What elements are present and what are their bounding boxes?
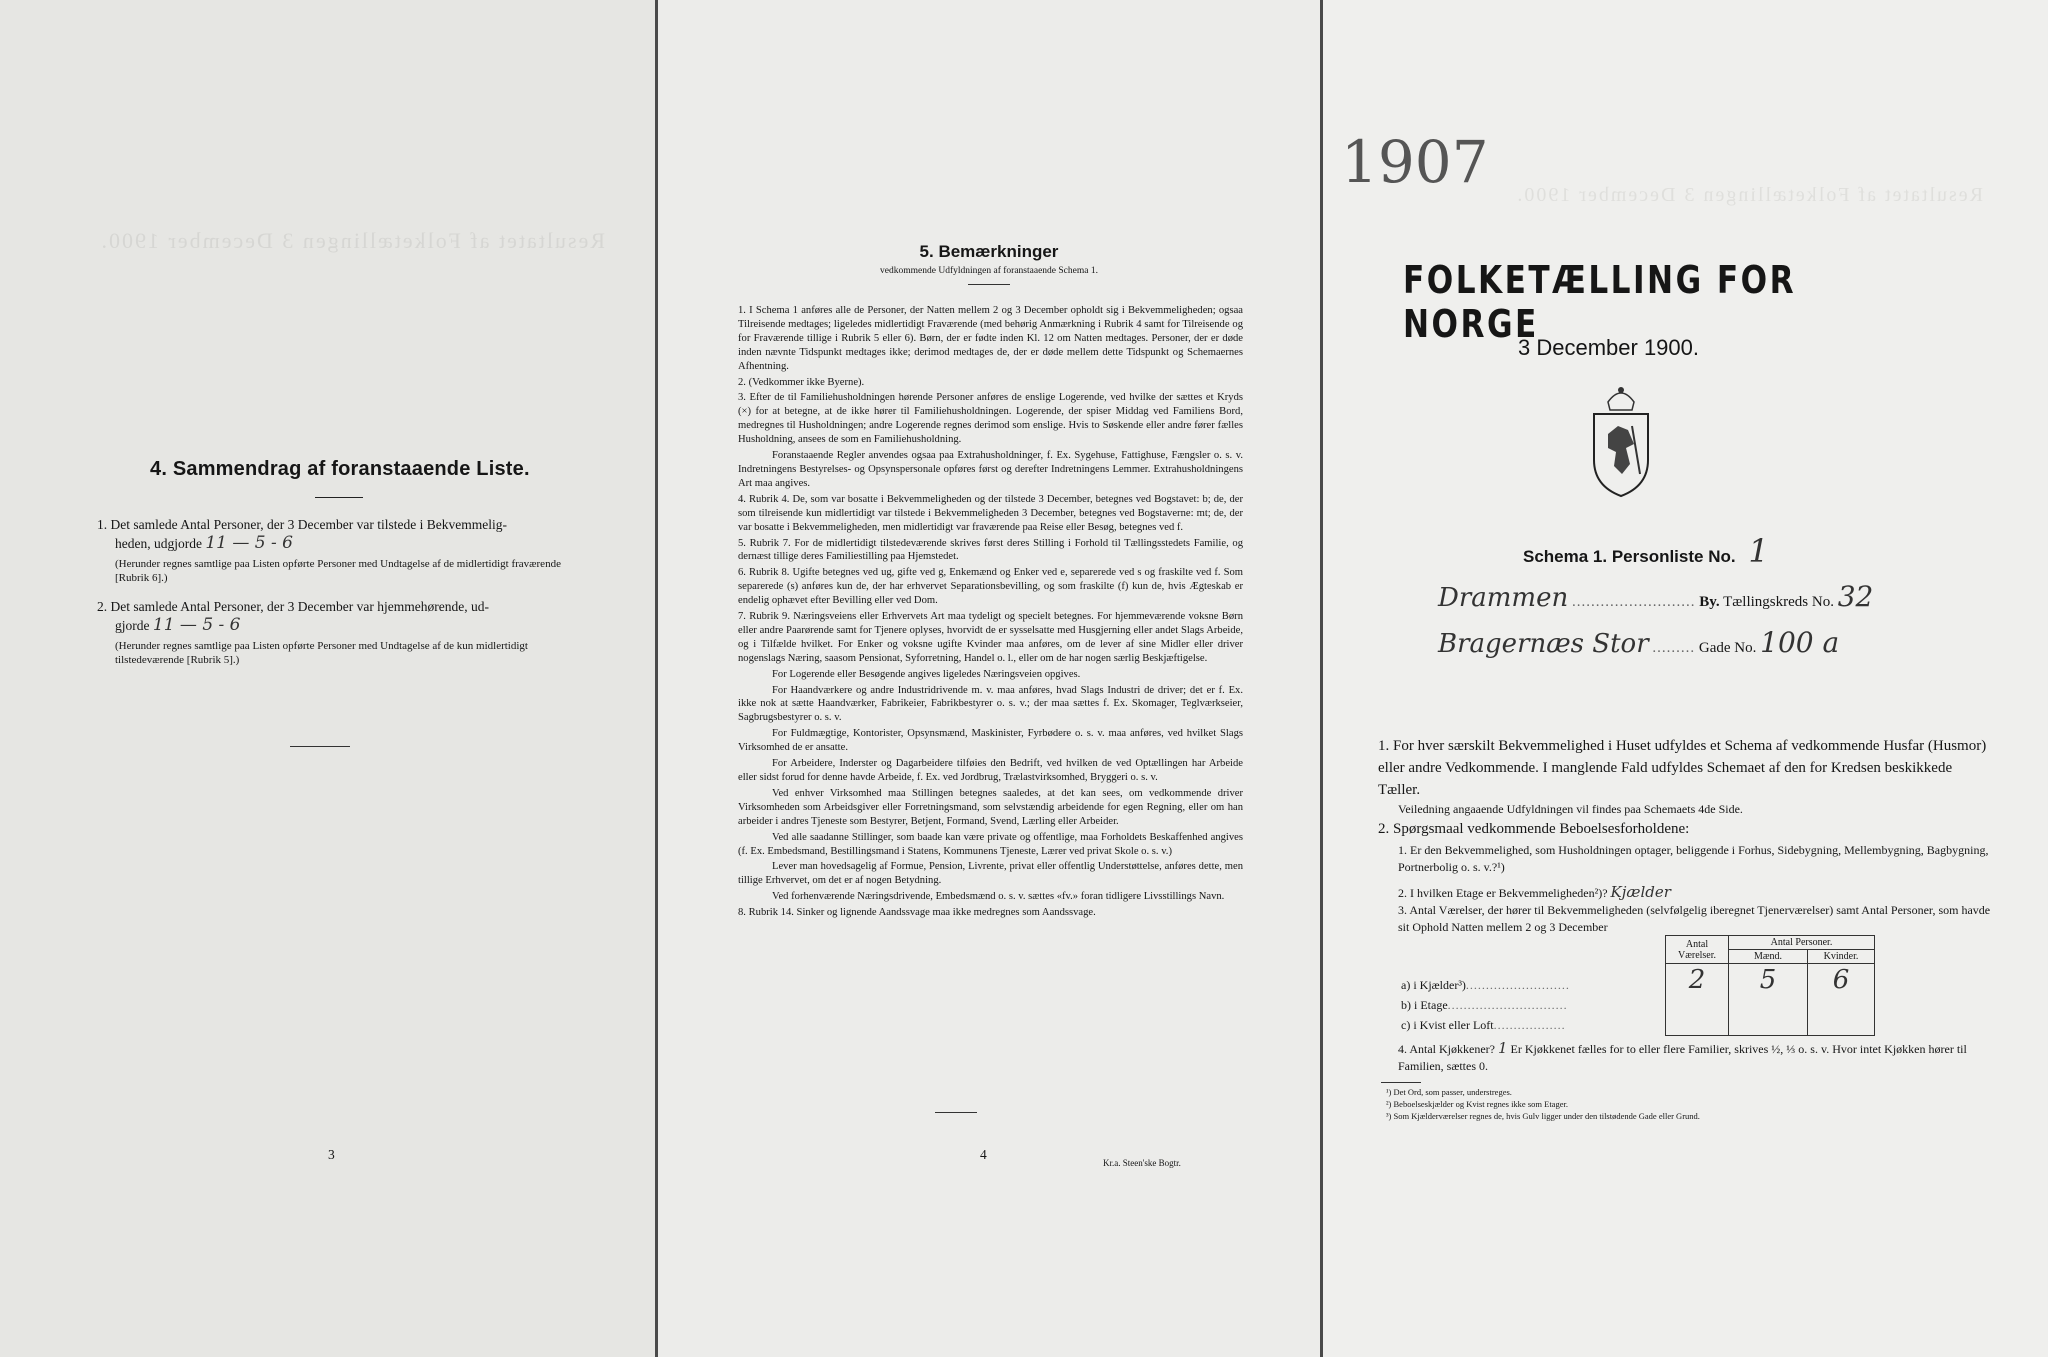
gade-label: Gade No. bbox=[1698, 640, 1757, 656]
row-label-etage: b) i Etage bbox=[1401, 998, 1448, 1012]
city-line: Drammen .......................... By. Tællingskreds No. 32 bbox=[1438, 580, 1874, 613]
col-kvinder: Kvinder. bbox=[1808, 950, 1875, 964]
col-maend: Mænd. bbox=[1729, 950, 1808, 964]
question-1-text: 1. For hver særskilt Bekvemmelighed i Huset udfyldes et Schema af vedkommende Husfar (Husmor) eller andre Vedkommende. I manglende Fald udfyldes Schemaet af den for Kredsen beskikkede Tæller. bbox=[1378, 738, 1987, 798]
col-group-personer: Antal Personer. bbox=[1729, 936, 1875, 950]
cell-kvinder: 6 bbox=[1808, 964, 1875, 1036]
page-number-3: 3 bbox=[328, 1147, 335, 1162]
remark-1: 1. I Schema 1 anføres alle de Personer, der Natten mellem 2 og 3 December opholdt sig i Bekvemmeligheden; ogsaa Tilreisende medtages; ligeledes midlertidigt Fraværende (med behørig Anmærkning i Rubrik 4 samt for Tilreisende og for Fraværende tillige i Rubrik 5 eller 6). Børn, der er fødte inden Kl. 12 om Natten medtages. Personer, der er døde inden nævnte Tidspunkt medtages ikke; derimod medtages de, der er døde mellem dette Tidspunkt og Schemaernes Afhentning. bbox=[738, 305, 1243, 372]
schema-number: 1 bbox=[1748, 532, 1769, 570]
remarks-list bbox=[738, 304, 1243, 922]
question-2-1: 1. Er den Bekvemmelighed, som Husholdningen optager, beliggende i Forhus, Sidebygning, Mellembygning, Bagbygning, Portnerbolig o. s. v.?¹) bbox=[1398, 843, 1989, 874]
item1-value: 11 — 5 - 6 bbox=[205, 533, 293, 553]
remark-2: 2. (Vedkommer ikke Byerne). bbox=[738, 376, 865, 388]
street-handwritten: Bragernæs Stor bbox=[1438, 629, 1649, 659]
row-label-kjaelder: a) i Kjælder³) bbox=[1401, 978, 1466, 992]
item2-value: 11 — 5 - 6 bbox=[152, 615, 241, 635]
district-label: Tællingskreds No. bbox=[1723, 594, 1834, 610]
remark-8: 8. Rubrik 14. Sinker og lignende Aandssvage maa ikke medregnes som Aandssvage. bbox=[738, 907, 1096, 919]
footnotes bbox=[1386, 1086, 1700, 1122]
question-2-4-label: 4. Antal Kjøkkener? bbox=[1398, 1042, 1495, 1056]
page-number-4: 4 bbox=[980, 1147, 987, 1162]
summary-item-2 bbox=[97, 597, 597, 667]
item1-line-b: heden, udgjorde bbox=[115, 536, 202, 551]
remark-7-stillinger: Ved alle saadanne Stillinger, som baade kan være private og offentlige, maa Forholdets Beskaffenhed angives (f. Ex. Embedsmand, Bestillingsmand i Statens, Kommunens Tjeneste, Lærer ved privat Skole o. s. v.) bbox=[738, 831, 1243, 857]
remarks-subtitle: vedkommende Udfyldningen af foranstaaende Schema 1. bbox=[880, 266, 1098, 276]
remark-7-fuldmaegtige: For Fuldmægtige, Kontorister, Opsynsmænd, Maskinister, Fyrbødere o. s. v. maa anføres, ved hvilket Slags Virksomhed de er ansatte. bbox=[738, 728, 1243, 754]
title-rule bbox=[315, 497, 363, 498]
remark-7-forhenvaerende: Ved forhenværende Næringsdrivende, Embedsmænd o. s. v. sættes «fv.» foran tidligere Livsstillings Navn. bbox=[772, 891, 1225, 903]
gade-number: 100 a bbox=[1760, 626, 1840, 659]
schema-label: Schema 1. Personliste No. bbox=[1523, 547, 1736, 566]
census-title: FOLKETÆLLING FOR NORGE bbox=[1403, 258, 1797, 346]
bleed-through-header-right: Resultatet af Folketællingen 3 December 1900. bbox=[1515, 184, 1983, 206]
item2-line-b: gjorde bbox=[115, 618, 150, 633]
remarks-title: 5. Bemærkninger bbox=[919, 242, 1059, 261]
question-2-items bbox=[1398, 842, 1998, 936]
summary-title: 4. Sammendrag af foranstaaende Liste. bbox=[150, 458, 530, 480]
question-1-note: Veiledning angaaende Udfyldningen vil findes paa Schemaets 4de Side. bbox=[1398, 802, 1743, 816]
question-2: 2. Spørgsmaal vedkommende Beboelsesforholdene: bbox=[1378, 821, 1690, 837]
question-2-4 bbox=[1398, 1040, 1998, 1075]
handwritten-year: 1907 bbox=[1341, 128, 1489, 196]
item2-note: (Herunder regnes samtlige paa Listen opførte Personer med Undtagelse af de kun midlertidigt tilstedeværende [Rubrik 5].) bbox=[115, 640, 528, 666]
footnote-rule bbox=[1381, 1082, 1421, 1083]
right-page bbox=[1323, 0, 2048, 1357]
remark-7-logerende: For Logerende eller Besøgende angives ligeledes Næringsveien opgives. bbox=[772, 668, 1081, 680]
remark-3-cont: Foranstaaende Regler anvendes ogsaa paa Extrahusholdninger, f. Ex. Sygehuse, Fattighuse, Fængsler o. s. v. Indretningens Bestyrelses- og Opsynspersonale opføres først og derefter Indretningens Lemmer. Extrahusholdningens Art maa angives. bbox=[738, 450, 1243, 489]
room-row-labels: a) i Kjælder³).......................... b) i Etage.............................. c) i Kvist eller Loft.................. bbox=[1401, 978, 1570, 1032]
remark-5: 5. Rubrik 7. For de midlertidigt tilstedeværende skrives først deres Stilling i Forhold til Tællingsstedets Familie, og dernæst tillige deres Familiestilling paa Hjemstedet. bbox=[738, 537, 1243, 563]
middle-page bbox=[658, 0, 1320, 1357]
remark-7-haandvaerkere: For Haandværkere og andre Industridrivende m. v. maa anføres, hvad Slags Industri de driver; det er f. Ex. ikke nok at sætte Haandværker, Fabrikeier, Fabrikbestyrer o. s. v.; der maa sættes f. Ex. Skomager, Teglværkseier, Sagbrugsbestyrer o. s. v. bbox=[738, 684, 1243, 724]
room-person-table bbox=[1665, 935, 1875, 1036]
footnote-1: ¹) Det Ord, som passer, understreges. bbox=[1386, 1087, 1512, 1097]
end-rule-middle bbox=[935, 1112, 977, 1113]
district-number: 32 bbox=[1837, 580, 1874, 613]
item2-line-a: 2. Det samlede Antal Personer, der 3 December var hjemmehørende, ud- bbox=[97, 599, 489, 614]
cell-vaerelser: 2 bbox=[1666, 964, 1729, 1036]
item1-note: (Herunder regnes samtlige paa Listen opførte Personer med Undtagelse af de midlertidigt fraværende [Rubrik 6].) bbox=[115, 558, 561, 584]
remarks-rule bbox=[968, 284, 1010, 285]
city-handwritten: Drammen bbox=[1438, 583, 1569, 613]
schema-line bbox=[1523, 532, 1769, 570]
printer-imprint: Kr.a. Steen'ske Bogtr. bbox=[1103, 1158, 1181, 1168]
col-vaerelser: Antal Værelser. bbox=[1666, 936, 1729, 964]
remark-7-arbeidere: For Arbeidere, Inderster og Dagarbeidere tilføies den Bedrift, ved hvilken de ved Optællingen har Arbeide eller sidst forud for denne havde Arbeide, f. Ex. ved Jordbrug, Trælastvirksomhed, Bryggeri o. s. v. bbox=[738, 758, 1243, 783]
cell-maend: 5 bbox=[1729, 964, 1808, 1036]
end-rule bbox=[290, 746, 350, 747]
question-2-2-answer: Kjælder bbox=[1610, 883, 1671, 901]
left-page bbox=[0, 0, 655, 1357]
coat-of-arms-icon bbox=[1588, 382, 1654, 500]
census-date: 3 December 1900. bbox=[1518, 335, 1699, 360]
question-2-4-answer: 1 bbox=[1497, 1039, 1508, 1057]
item1-line-a: 1. Det samlede Antal Personer, der 3 December var tilstede i Bekvemmelig- bbox=[97, 517, 507, 532]
footnote-2: ²) Beboelseskjælder og Kvist regnes ikke som Etager. bbox=[1386, 1099, 1568, 1109]
remark-7-virksomhed: Ved enhver Virksomhed maa Stillingen betegnes saaledes, at det kan sees, om vedkommende driver Virksomheden som Arbeidsgiver eller Forretningsmand, som selvstændig arbeidende for egen Regning, eller om han arbeider i andres Tjeneste som Bestyrer, Betjent, Formand, Svend, Lærling eller Arbeider. bbox=[738, 787, 1243, 827]
street-line: Bragernæs Stor ......... Gade No. 100 a bbox=[1438, 626, 1840, 659]
remark-3: 3. Efter de til Familiehusholdningen hørende Personer anføres de enslige Logerende, ved hvilke der sættes et Kryds (×) for at betegne, at de ikke hører til Familiehusholdningen. Logerende, der spiser Middag ved Familiens Bord, medregnes til Husholdningen; andre Logerende regnes derimod som enslige. Hvis to Søskende eller andre fører fælles Husholdning, ansees de som en Familiehusholdning. bbox=[738, 392, 1243, 446]
remark-4: 4. Rubrik 4. De, som var bosatte i Bekvemmeligheden og der tilstede 3 December, betegnes ved Bogstavet: b; de, der som tilreisende kun midlertidigt var tilstede i Bekvemmeligheden 3 December, betegnes ved Bogstaverne: mt; de, der var bosatte i Bekvemmeligheden, men midlertidigt var fraværende paa Reise eller Besøg, betegnes ved f. bbox=[738, 493, 1243, 533]
remark-7: 7. Rubrik 9. Næringsveiens eller Erhvervets Art maa tydeligt og specielt betegnes. For hjemmeværende voksne Børn eller andre Paarørende samt for Tjenere oplyses, hvorvidt de er sysselsatte med Husgjerning eller andet Slags Arbeide, og i Tilfælde hvilket. For Enker og voksne ugifte Kvinder maa anføres, om de lever af sine Midler eller driver nogenslags Næring, saasom Pensionat, Syforretning, Handel o. l., eller om de har nogen særlig Beskjæftigelse. bbox=[738, 611, 1243, 664]
bleed-through-header: Resultatet af Folketællingen 3 December 1900. bbox=[99, 228, 605, 253]
summary-item-1 bbox=[97, 515, 597, 585]
remark-6: 6. Rubrik 8. Ugifte betegnes ved ug, gifte ved g, Enkemænd og Enker ved e, separerede ved s og fraskilte ved f. Som separerede (s) anføres kun de, der har erhvervet Separationsbevilling, og som fraskilte (f) kun de, hvis Ægteskab er endelig ophævet efter Bevilling eller ved Dom. bbox=[738, 567, 1243, 607]
remark-7-formue: Lever man hovedsagelig af Formue, Pension, Livrente, privat eller offentlig Understøttelse, anføres dette, men tillige Erhvervet, om det er af nogen Betydning. bbox=[738, 861, 1243, 887]
question-2-2: 2. I hvilken Etage er Bekvemmeligheden²)? bbox=[1398, 886, 1608, 900]
footnote-3: ³) Som Kjælderværelser regnes de, hvis Gulv ligger under den tilstødende Gade eller Grund. bbox=[1386, 1111, 1700, 1121]
question-2-4-text: Er Kjøkkenet fælles for to eller flere Familier, skrives ½, ⅓ o. s. v. Hvor intet Kjøkken hører til Familien, sættes 0. bbox=[1398, 1042, 1967, 1073]
row-label-kvist: c) i Kvist eller Loft bbox=[1401, 1018, 1494, 1032]
question-1 bbox=[1378, 735, 1988, 818]
question-2-3: 3. Antal Værelser, der hører til Bekvemmeligheden (selvfølgelig iberegnet Tjenerværelser) samt Antal Personer, som havde sit Ophold Natten mellem 2 og 3 December bbox=[1398, 903, 1991, 934]
by-label: By. bbox=[1699, 594, 1720, 610]
